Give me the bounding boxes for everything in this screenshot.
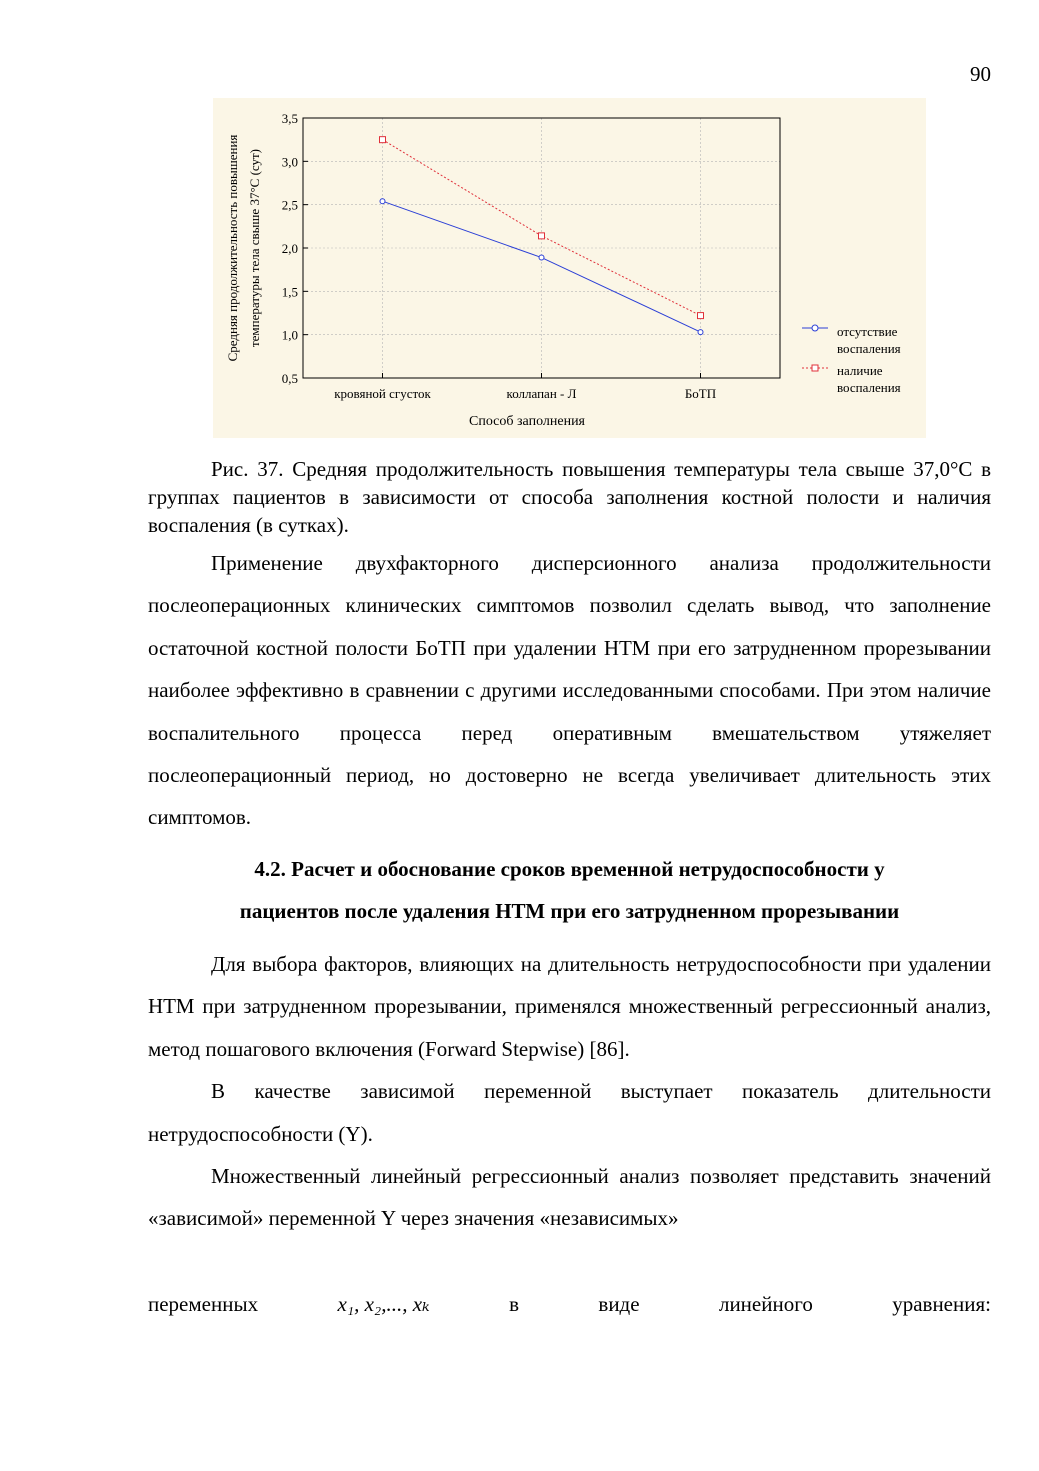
y-tick-label: 1,5 — [281, 284, 298, 300]
legend-label-series-2-line1: наличие — [837, 363, 883, 378]
y-tick-label: 3,5 — [281, 111, 298, 126]
data-point-circle — [698, 330, 703, 335]
paragraph-block-2 — [148, 943, 991, 1240]
caption-text: Рис. 37. Средняя продолжительность повышения температуры тела свыше 37,0°С в группах пациентов в зависимости от способа заполнения костной полости и наличия воспаления (в сутках). — [148, 457, 991, 537]
x-tick-label: кровяной сгусток — [334, 386, 431, 401]
formula-variables: x₁, x₂,..., xₖ — [337, 1292, 430, 1316]
x-tick-label: БоТП — [684, 386, 717, 401]
y-axis-label-line2: температуры тела свыше 37°С (сут) — [247, 148, 262, 348]
figure-caption — [148, 455, 991, 539]
formula-word-4: линейного — [718, 1292, 813, 1316]
section-heading — [148, 848, 991, 933]
paragraph-block-1 — [148, 542, 991, 839]
y-axis-label-line1: Средняя продолжительность повышения — [225, 134, 240, 362]
legend — [802, 324, 901, 395]
line-chart — [213, 98, 926, 438]
legend-label-series-1-line2: воспаления — [837, 341, 901, 356]
paragraph-1: Применение двухфакторного дисперсионного анализа продолжительности послеоперационных клинических симптомов позволил сделать вывод, что заполнение остаточной костной полости БоТП при удалении НТМ при его затрудненном прорезывании наиболее эффективно в сравнении с другими исследованными способами. При этом наличие воспалительного процесса перед оперативным вмешательством утяжеляет послеоперационный период, но достоверно не всегда увеличивает длительность этих симптомов. — [148, 551, 991, 830]
data-point-circle — [380, 199, 385, 204]
section-heading-line1: 4.2. Расчет и обоснование сроков временной нетрудоспособности у — [254, 857, 885, 881]
y-tick-label: 1,0 — [281, 327, 298, 343]
legend-label-series-2-line2: воспаления — [837, 380, 901, 395]
paragraph-4: Множественный линейный регрессионный анализ позволяет представить значений «зависимой» переменной Y через значения «независимых» — [148, 1164, 991, 1231]
formula-word-2: в — [509, 1292, 520, 1316]
figure-chart — [213, 98, 926, 438]
y-tick-label: 3,0 — [281, 154, 298, 170]
y-tick-label: 0,5 — [281, 371, 298, 386]
x-tick-label: коллапан - Л — [506, 386, 577, 401]
formula-word-5: уравнения: — [892, 1292, 991, 1316]
data-point-square — [539, 233, 545, 239]
section-heading-line2: пациентов после удаления НТМ при его затрудненном прорезывании — [239, 899, 900, 924]
legend-marker-circle — [812, 325, 818, 331]
page-number: 90 — [970, 62, 991, 86]
formula-word-1: переменных — [148, 1292, 259, 1316]
legend-label-series-1-line1: отсутствие — [837, 324, 898, 339]
y-tick-label: 2,0 — [281, 241, 298, 256]
x-axis-label: Способ заполнения — [469, 414, 585, 429]
paragraph-3: В качестве зависимой переменной выступает показатель длительности нетрудоспособности (Y). — [148, 1079, 991, 1146]
data-point-square — [698, 313, 704, 319]
y-tick-label: 2,5 — [281, 197, 298, 213]
formula-line — [148, 1283, 991, 1325]
formula-word-3: виде — [598, 1292, 640, 1316]
legend-marker-square — [812, 365, 818, 371]
paragraph-2: Для выбора факторов, влияющих на длительность нетрудоспособности при удалении НТМ при затрудненном прорезывании, применялся множественный регрессионный анализ, метод пошагового включения (Forward Stepwise) [86]. — [148, 952, 991, 1061]
data-point-square — [380, 137, 386, 143]
data-point-circle — [539, 255, 544, 260]
